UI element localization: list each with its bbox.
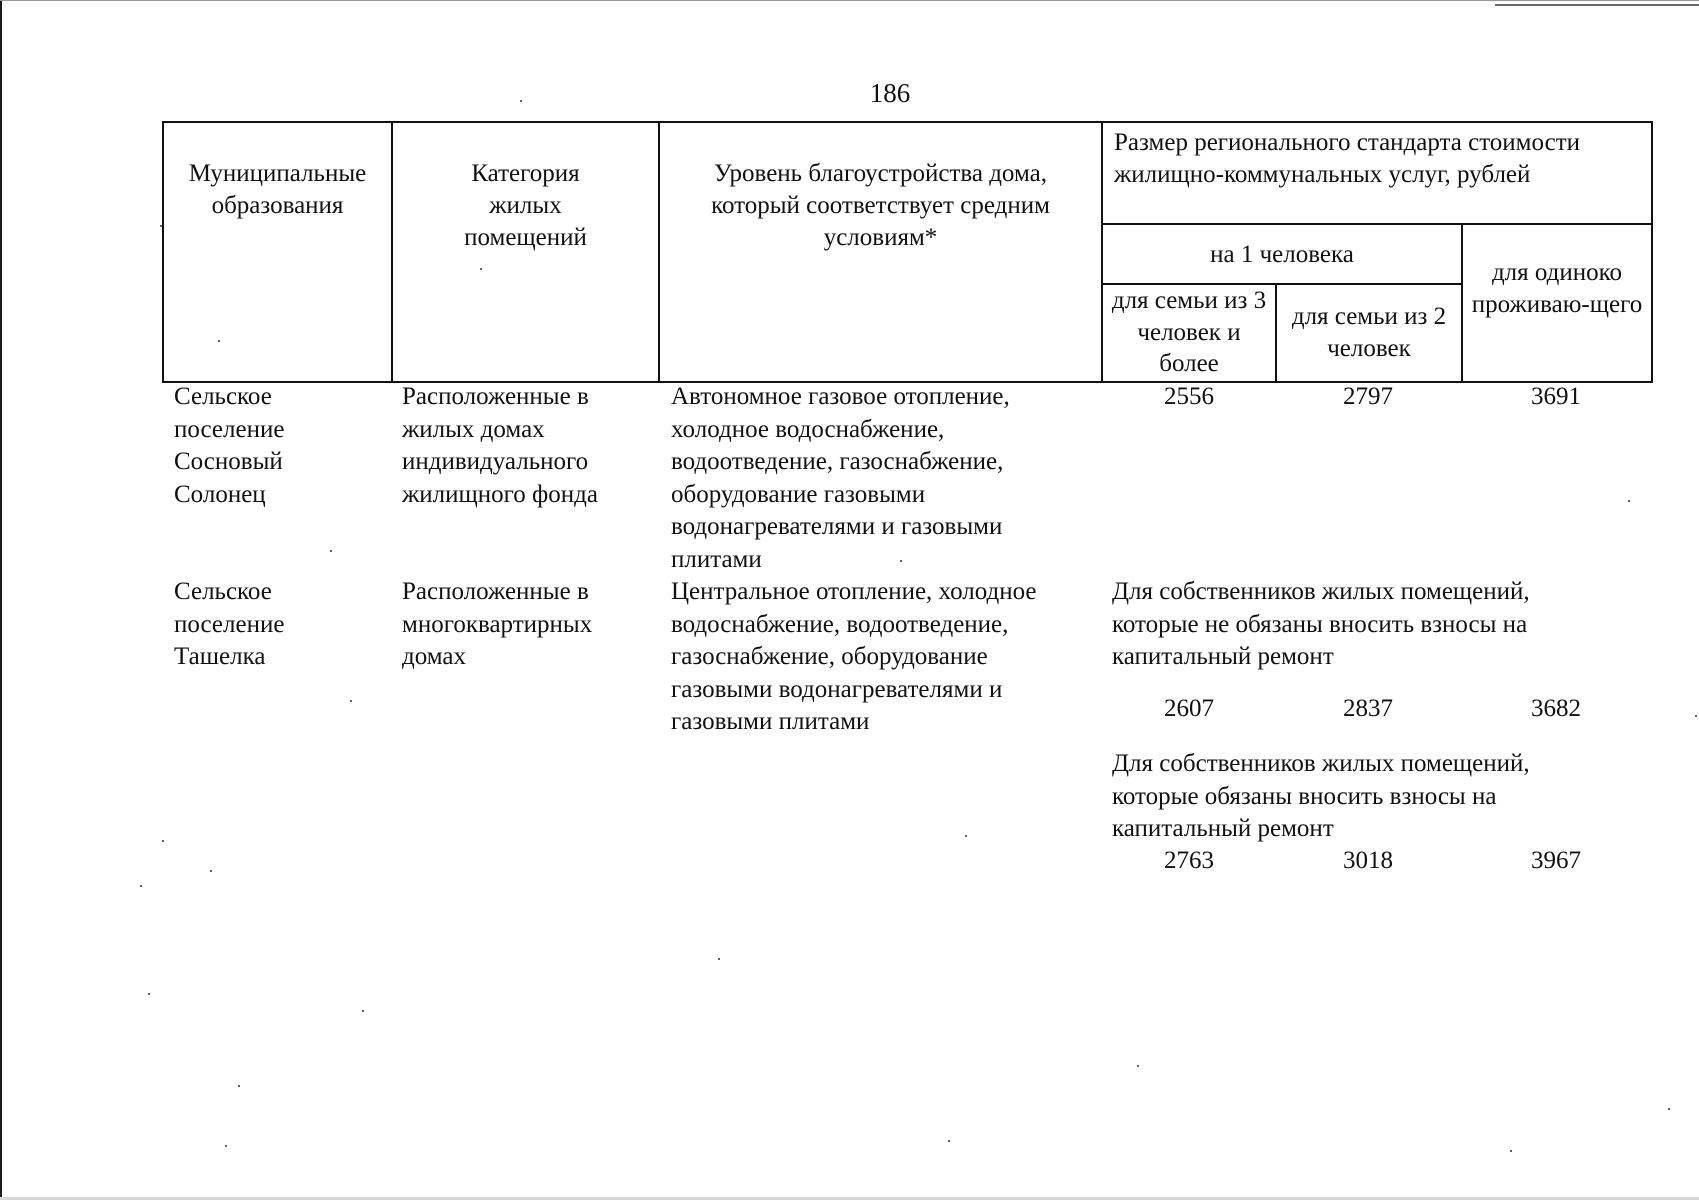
header-single-label: для одиноко проживаю-щего [1471, 259, 1643, 318]
scan-speck [148, 993, 150, 995]
scan-speck [520, 100, 522, 102]
header-category-label: Категория жилых помещений [464, 160, 587, 251]
scan-speck [1695, 715, 1697, 717]
scan-speck [948, 1140, 950, 1142]
row-1-value-family3: 2556 [1164, 383, 1214, 410]
header-single [1461, 223, 1653, 383]
row-2-group-2-value-family3: 2763 [1164, 847, 1214, 874]
row-2-note-1: Для собственников жилых помещений, которые не обязаны вносить взносы на капитальный ремонт [1112, 578, 1530, 670]
header-per-person-label: на 1 человека [1210, 241, 1354, 268]
scan-speck [160, 225, 162, 227]
row-1-value-single: 3691 [1531, 383, 1581, 410]
row-2-municipality: Сельское поселение Ташелка [174, 578, 285, 670]
row-2-group-2-value-family2: 3018 [1343, 847, 1393, 874]
scan-speck [965, 835, 967, 837]
header-category [391, 121, 660, 383]
scan-edge [0, 0, 1699, 1]
header-level [658, 121, 1103, 383]
row-2-group-1-value-family2: 2837 [1343, 695, 1393, 722]
scan-speck [140, 885, 142, 887]
scan-speck [362, 1010, 364, 1012]
row-1-value-family2: 2797 [1343, 383, 1393, 410]
scan-speck [225, 1145, 227, 1147]
header-municipality [162, 121, 393, 383]
page-number: 186 [869, 78, 911, 108]
scan-speck [900, 560, 902, 562]
header-municipality-label: Муниципальные образования [188, 160, 367, 219]
header-standard [1101, 121, 1653, 225]
scan-speck [350, 700, 352, 702]
scan-edge [1495, 4, 1699, 6]
header-family3 [1101, 283, 1277, 383]
header-family3-label: для семьи из 3 человек и более [1111, 287, 1267, 377]
row-2-group-2-value-single: 3967 [1531, 847, 1581, 874]
header-family2-label: для семьи из 2 человек [1291, 303, 1447, 362]
scan-speck [238, 1085, 240, 1087]
header-per-person [1101, 223, 1463, 285]
scan-speck [1510, 1150, 1512, 1152]
header-standard-label: Размер регионального стандарта стоимости жилищно-коммунальных услуг, рублей [1114, 129, 1581, 188]
scan-speck [718, 958, 720, 960]
row-2-level: Центральное отопление, холодное водоснабжение, водоотведение, газоснабжение, оборудование газовыми водонагревателями и газовыми плитами [671, 578, 1037, 735]
scan-speck [1137, 1065, 1139, 1067]
scan-speck [162, 840, 164, 842]
header-level-label: Уровень благоустройства дома, который соответствует средним условиям* [711, 160, 1050, 251]
row-1-category: Расположенные в жилых домах индивидуального жилищного фонда [402, 383, 598, 508]
scan-speck [218, 340, 220, 342]
scan-speck [1628, 500, 1630, 502]
scan-speck [1668, 1108, 1670, 1110]
row-2-group-1-value-single: 3682 [1531, 695, 1581, 722]
row-1-level: Автономное газовое отопление, холодное водоснабжение, водоотведение, газоснабжение, оборудование газовыми водонагревателями и газовыми плитами [671, 383, 1010, 573]
scan-edge [0, 0, 2, 1200]
row-1-municipality: Сельское поселение Сосновый Солонец [174, 383, 285, 508]
row-2-category: Расположенные в многоквартирных домах [402, 578, 593, 670]
scan-speck [330, 550, 332, 552]
row-2-group-1-value-family3: 2607 [1164, 695, 1214, 722]
row-2-note-2: Для собственников жилых помещений, которые обязаны вносить взносы на капитальный ремонт [1112, 750, 1530, 842]
scan-speck [210, 870, 212, 872]
header-family2 [1275, 283, 1463, 383]
scan-speck [480, 268, 482, 270]
